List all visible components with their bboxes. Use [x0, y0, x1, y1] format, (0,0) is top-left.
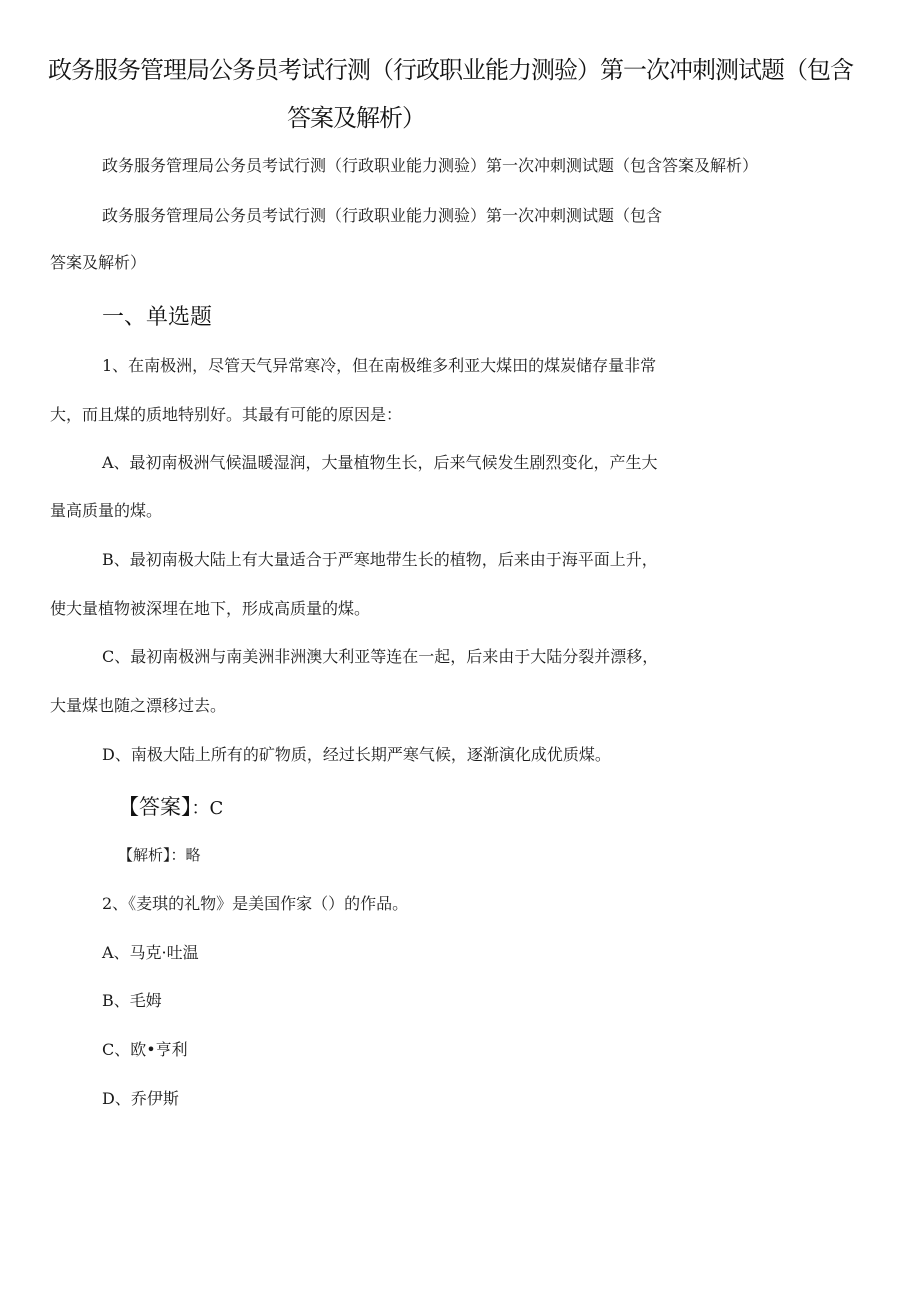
intro-line-1: 政务服务管理局公务员考试行测（行政职业能力测验）第一次冲刺测试题（包含答案及解析） — [102, 156, 759, 175]
intro-line-2a: 政务服务管理局公务员考试行测（行政职业能力测验）第一次冲刺测试题（包含 — [102, 206, 663, 225]
question-1-answer — [118, 791, 223, 821]
question-2-option-b: B、毛姆 — [102, 991, 162, 1010]
question-2-option-a: A、马克·吐温 — [102, 943, 199, 962]
analysis-label: 【解析】 — [118, 846, 171, 864]
intro-line-2b: 答案及解析） — [50, 253, 147, 272]
document-title-line-1: 政务服务管理局公务员考试行测（行政职业能力测验）第一次冲刺测试题（包含 — [48, 56, 853, 84]
question-1-option-c-line-1: C、最初南极洲与南美洲非洲澳大利亚等连在一起，后来由于大陆分裂并漂移， — [102, 647, 659, 666]
question-1-stem-line-2: 大，而且煤的质地特别好。其最有可能的原因是： — [50, 405, 403, 424]
document-title-line-2: 答案及解析） — [287, 104, 425, 132]
question-1-option-a-line-2: 量高质量的煤。 — [50, 501, 163, 520]
section-heading: 一、单选题 — [102, 305, 213, 330]
question-1-option-a-line-1: A、最初南极洲气候温暖湿润，大量植物生长，后来气候发生剧烈变化，产生大 — [102, 453, 658, 472]
answer-value: ：C — [191, 798, 224, 819]
question-2-stem-line-1: 2、《麦琪的礼物》是美国作家（）的作品。 — [102, 894, 409, 913]
answer-label: 【答案】 — [118, 795, 192, 819]
question-1-stem-line-1: 1、在南极洲，尽管天气异常寒冷，但在南极维多利亚大煤田的煤炭储存量非常 — [102, 356, 657, 375]
question-1-analysis — [118, 844, 201, 865]
analysis-value: ：略 — [170, 846, 201, 864]
question-1-option-d-line-1: D、南极大陆上所有的矿物质，经过长期严寒气候，逐渐演化成优质煤。 — [102, 745, 611, 764]
question-2-option-d: D、乔伊斯 — [102, 1089, 179, 1108]
question-1-option-b-line-1: B、最初南极大陆上有大量适合于严寒地带生长的植物，后来由于海平面上升， — [102, 550, 658, 569]
question-2-option-c: C、欧•亨利 — [102, 1040, 188, 1059]
question-1-option-c-line-2: 大量煤也随之漂移过去。 — [50, 696, 227, 715]
question-1-option-b-line-2: 使大量植物被深埋在地下，形成高质量的煤。 — [50, 599, 371, 618]
